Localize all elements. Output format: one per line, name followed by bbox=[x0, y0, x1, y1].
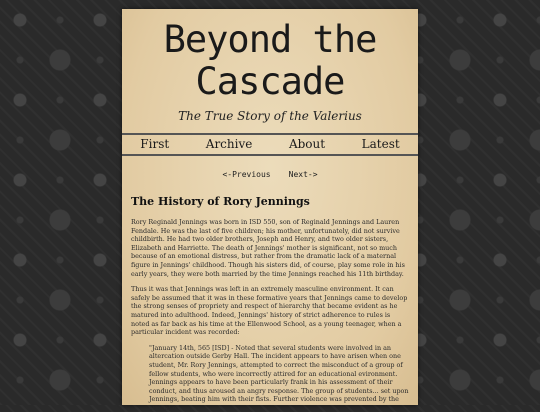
previous-link[interactable]: <-Previous bbox=[222, 170, 271, 179]
next-link[interactable]: Next-> bbox=[288, 170, 318, 179]
site-title[interactable] bbox=[122, 19, 418, 103]
article-title: The History of Rory Jennings bbox=[131, 195, 310, 208]
nav-archive-link[interactable]: Archive bbox=[205, 137, 253, 151]
main-nav bbox=[122, 133, 418, 156]
site-header bbox=[122, 9, 418, 123]
pager bbox=[122, 170, 418, 179]
article bbox=[122, 195, 418, 412]
article-paragraph: Rory Reginald Jennings was born in ISD 550, son of Reginald Jennings and Lauren Fendale. He was the last of five children; his mother, unfortunately, did not survive childbirth. He had two older brothers, Joseph and Henry, and two older sisters, Elizabeth and Harriette. The death of Jennings' mother is significant, not so much because of an emotional distress, but rather from the dramatic lack of a maternal figure in Jennings' childhood. Though his sisters did, of course, play some role in his early years, they were both married by the time Jennings reached his 11th birthday. bbox=[131, 218, 405, 278]
site-title-line2[interactable]: Cascade bbox=[195, 60, 345, 103]
site-subtitle: The True Story of the Valerius bbox=[178, 109, 362, 123]
page-container bbox=[122, 9, 418, 412]
article-paragraph: Thus it was that Jennings was left in an extremely masculine environment. It can safely be assumed that it was in these formative years that Jennings came to develop the strong senses of propriety and respect of hierarchy that became evident as he matured into adulthood. Indeed, Jennings' history of strict adherence to rules is noted as far back as his time at the Ellenwood School, as a young teenager, when a particular incident was recorded: bbox=[131, 285, 408, 337]
nav-about-link[interactable]: About bbox=[288, 137, 326, 151]
nav-latest-link[interactable]: Latest bbox=[361, 137, 400, 151]
article-quote: "January 14th, 565 [ISD] - Noted that several students were involved in an altercation outside Gerby Hall. The incident appears to have arisen when one student, Mr. Rory Jennings, attempted to correct the misconduct of a group of fellow students, who were incorrectly attired for an educational evironment. Jennings appears to have been particularly frank in his assessment of their conduct, and thus aroused an angry response. The group of students... set upon Jennings, beating him with their fists. Further violence was prevented by the arrival of bbox=[149, 343, 409, 412]
site-title-line1[interactable]: Beyond the bbox=[163, 18, 377, 61]
nav-first-link[interactable]: First bbox=[140, 137, 170, 151]
